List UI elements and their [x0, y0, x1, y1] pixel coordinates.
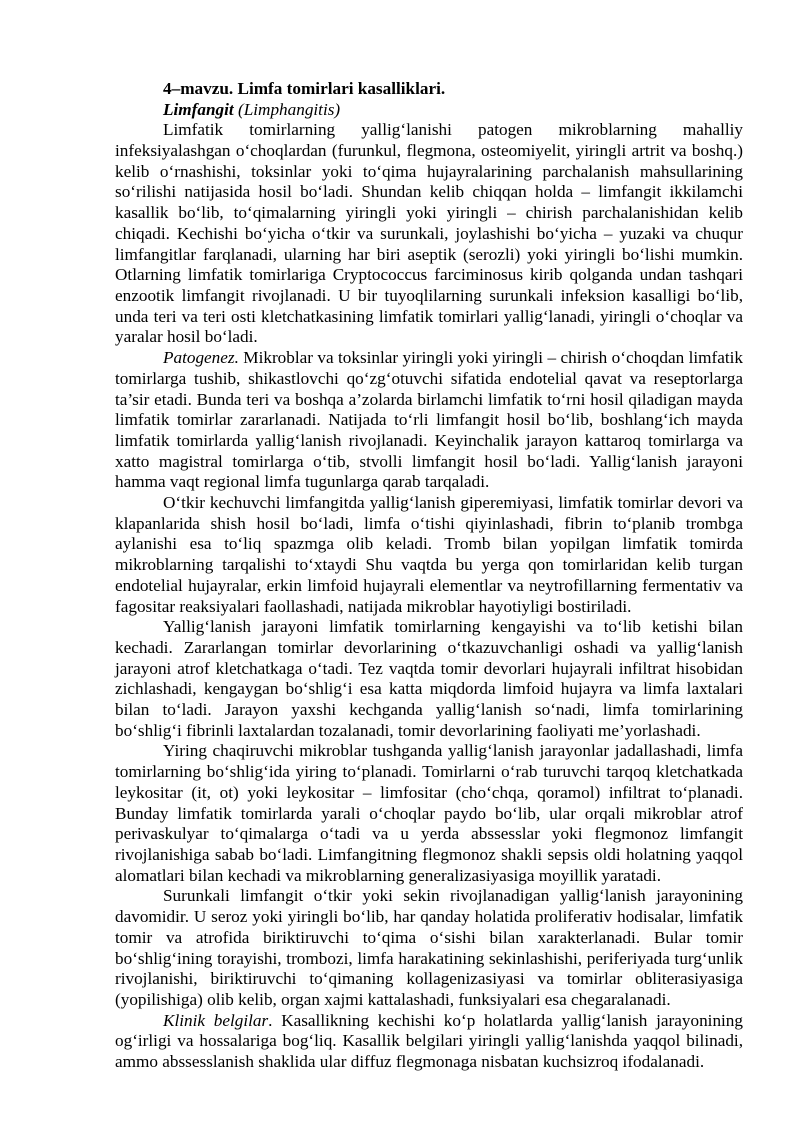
paragraph-lead: Klinik belgilar — [163, 1010, 269, 1030]
paragraph-text: . Kasallikning kechishi ko‘p holatlarda yallig‘lanish jarayonining og‘irligi va hossalariga bog‘liq. Kasallik belgilari yiringli yallig‘lanishda yaqqol bilinadi, ammo abssesslanish shaklida ular diffuz flegmonaga nisbatan kuchsizroq ifodalanadi. — [115, 1010, 743, 1072]
paragraph-text: Mikroblar va toksinlar yiringli yoki yiringli – chirish o‘choqdan limfatik tomirlarga tushib, shikastlovchi qo‘zg‘otuvchi sifatida endotelial qavat va reseptorlarga ta’sir etadi. Bunda teri va boshqa a’zolarda birlamchi limfatik to‘rni hosil qiladigan mayda limfatik tomirlar zararlanadi. Natijada to‘rli limfangit hosil bo‘lib, boshlang‘ich mayda limfatik tomirlarda yallig‘lanish rivojlanadi. Keyinchalik jarayon kattaroq tomirlarga va xatto magistral tomirlarga o‘tib, stvolli limfangit hosil bo‘ladi. Yallig‘lanish jarayoni hamma vaqt regional limfa tugunlarga qarab tarqaladi. — [115, 348, 743, 492]
section-latin-name: (Limphangitis) — [237, 99, 341, 119]
section-term: Limfangit — [163, 99, 234, 119]
paragraph-purulent — [115, 741, 743, 886]
paragraph-text: Limfatik tomirlarning yallig‘lanishi patogen mikroblarning mahalliy infeksiyalashgan o‘choqlardan (furunkul, flegmona, osteomiyelit, yiringli artrit va boshq.) kelib o‘rnashishi, toksinlar yoki to‘qima hujayralarining parchalanish mahsullarining so‘rilishi natijasida hosil bo‘ladi. Shundan kelib chiqqan holda – limfangit ikkilamchi kasallik bo‘lib, to‘qimalarning yiringli yoki yiringli – chirish parchalanishidan kelib chiqadi. Kechishi bo‘yicha o‘tkir va surunkali, joylashishi bo‘yicha – yuzaki va chuqur limfangitlar farqlanadi, ularning har biri aseptik (serozli) yoki yiringli bo‘lishi mumkin. Otlarning limfatik tomirlariga Cryptococcus farciminosus kirib qolganda undan tashqari enzootik limfangit rivojlanadi. U bir tuyoqlilarning surunkali infeksion kasalligi bo‘lib, unda teri va teri osti kletchatkasining limfatik tomirlari yallig‘lanadi, yiringli o‘choqlar va yaralar hosil bo‘ladi. — [115, 120, 743, 347]
topic-heading — [115, 79, 743, 100]
paragraph-text: Yiring chaqiruvchi mikroblar tushganda yallig‘lanish jarayonlar jadallashadi, limfa tomirlarning bo‘shlig‘ida yiring to‘planadi. Tomirlarni o‘rab turuvchi tarqoq kletchatkada leykositar (it, ot) yoki leykositar – limfositar (cho‘chqa, qoramol) infiltrat to‘planadi. Bunday limfatik tomirlarda yarali o‘choqlar paydo bo‘lib, ular orqali mikroblar atrof perivaskulyar to‘qimalarga o‘tadi va u yerda abssesslar yoki flegmonoz limfangit rivojlanishiga sabab bo‘ladi. Limfangitning flegmonoz shakli sepsis oldi holatning yaqqol alomatlari bilan kechadi va mikroblarning generalizasiyasiga moyillik yaratadi. — [115, 741, 743, 885]
paragraph-text: Yallig‘lanish jarayoni limfatik tomirlarning kengayishi va to‘lib ketishi bilan kechadi. Zararlangan tomirlar devorlarining o‘tkazuvchanligi oshadi va yallig‘lanish jarayoni atrof kletchatkaga o‘tadi. Tez vaqtda tomir devorlari hujayrali infiltrat hisobidan zichlashadi, kengaygan bo‘shlig‘i esa katta miqdorda limfoid hujayra va limfa laxtalari bilan to‘ladi. Jarayon yaxshi kechganda yallig‘lanish so‘nadi, limfa tomirlarining bo‘shlig‘i fibrinli laxtalardan tozalanadi, tomir devorlarining faoliyati me’yorlashadi. — [115, 617, 743, 740]
paragraph-text: Surunkali limfangit o‘tkir yoki sekin rivojlanadigan yallig‘lanish jarayonining davomidir. U seroz yoki yiringli bo‘lib, har qanday holatida proliferativ hodisalar, limfatik tomir va atrofida biriktiruvchi to‘qima o‘sishi bilan xarakterlanadi. Bular tomir bo‘shlig‘ining torayishi, trombozi, limfa harakatining sekinlashishi, periferiyada turg‘unlik rivojlanishi, biriktiruvchi to‘qimaning kollagenizasiyasi va tomirlar obliterasiyasiga (yopilishiga) olib kelib, organ xajmi kattalashadi, funksiyalari esa chegaralanadi. — [115, 886, 743, 1009]
paragraph-clinical-signs — [115, 1011, 743, 1073]
paragraph-pathogenesis — [115, 348, 743, 493]
section-subheading — [115, 100, 743, 121]
paragraph-chronic — [115, 886, 743, 1010]
paragraph-text: O‘tkir kechuvchi limfangitda yallig‘lanish giperemiyasi, limfatik tomirlar devori va klapanlarida shish hosil bo‘ladi, limfa o‘tishi qiyinlashadi, fibrin to‘planib trombga aylanishi esa to‘liq spazmga olib keladi. Tromb bilan yopilgan limfatik tomirda mikroblarning tarqalishi to‘xtaydi Shu vaqtda bu yerga qon tomirlaridan kelib turgan endotelial hujayralar, erkin limfoid hujayrali elementlar va neytrofillarning fermentativ va fagositar reaksiyalari faollashadi, natijada mikroblar hayotiyligi bostiriladi. — [115, 493, 743, 616]
topic-number: 4–mavzu. — [163, 79, 234, 98]
paragraph-acute — [115, 493, 743, 617]
paragraph-inflammation — [115, 617, 743, 741]
paragraph-lead: Patogenez. — [163, 348, 239, 368]
paragraph-intro — [115, 120, 743, 348]
topic-title: Limfa tomirlari kasalliklari. — [237, 79, 446, 98]
